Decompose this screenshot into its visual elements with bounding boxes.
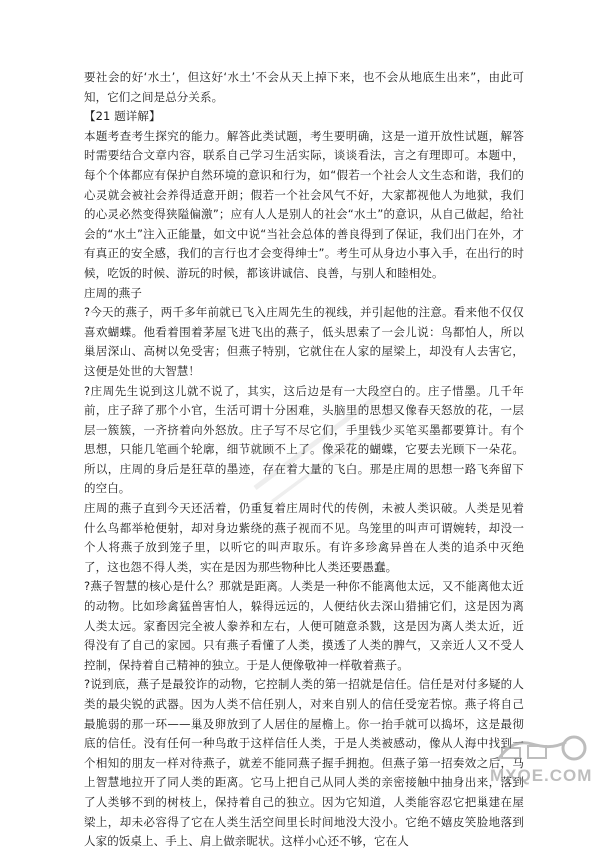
question-21-heading: 【21 题详解】 bbox=[84, 109, 161, 124]
site-watermark-logo bbox=[486, 734, 604, 786]
article-paragraph-4: ?燕子智慧的核心是什么？那就是距离。人类是一种你不能离他太远，又不能离他太近的动物。比如珍禽猛兽害怕人，躲得远远的，人便结伙去深山猎捕它们，这是因为离人类太远。家畜因完全被人豢养和左右，人便可随意杀戮，这是因为离人类太近，近得没有了自己的家园。只有燕子看懂了人类，摸透了人类的脾气，又亲近人又不受人控制，保持着自己精神的独立。于是人便像敬神一样敬着燕子。 bbox=[84, 579, 524, 672]
paragraph-21-explanation: 本题考查考生探究的能力。解答此类试题，考生要明确，这是一道开放性试题，解答时需要结合文章内容，联系自己学习生活实际，谈谈看法，言之有理即可。本题中，每个个体都应有保护自然环境的意识和行为，如“假若一个社会人文生态和谐，我们的心灵就会被社会养得适意开朗；假若一个社会风气不好，大家都视他人为地狱，我们的心灵必然变得狭隘偏激”；应有人人是别人的社会“水土”的意识，从自己做起，给社会的“水土”注入正能量，如文中说“当社会总体的善良得到了保证，我们出门在外，才有真正的安全感，我们的言行也才会变得绅士”。考生可从身边小事入手，在出行的时候，吃饭的时候、游玩的时候，都该讲诚信、良善，与别人和睦相处。 bbox=[84, 128, 524, 280]
article-title: 庄周的燕子 bbox=[84, 285, 142, 300]
article-paragraph-2: ?庄周先生说到这儿就不说了，其实，这后边是有一大段空白的。庄子惜墨。几千年前，庄子辞了那个小官，生活可谓十分困难，头脑里的思想又像春天怒放的花，一层层一簇簇，一齐挤着向外怒放。庄子写不尽它们，手里钱少买笔买墨都要算计。有个思想，只能几笔画个轮廓，细节就顾不上了。像采花的蝴蝶，它要去光顾下一朵花。所以，庄周的身后是狂草的墨迹，存在着大量的飞白。那是庄周的思想一路飞奔留下的空白。 bbox=[84, 383, 524, 496]
paragraph-intro-continuation: 要社会的好‘水土’，但这好‘水土’不会从天上掉下来，也不会从地底生出来”，由此可知，它们之间是总分关系。 bbox=[84, 70, 524, 104]
site-watermark-text: MXQE.COM bbox=[490, 766, 593, 785]
article-paragraph-5: ?说到底，燕子是最狡诈的动物，它控制人类的第一招就是信任。信任是对付多疑的人类的最尖锐的武器。因为人类不信任别人，对来自别人的信任受宠若惊。燕子将自己最脆弱的那一环——巢及卵放到了人居住的屋檐上。你一抬手就可以捣坏，这是最彻底的信任。没有任何一种鸟敢于这样信任人类，于是人类被感动，像从人海中找到一个相知的朋友一样对待燕子，就差不能同燕子握手拥抱。但燕子第一招奏效之后，马上智慧地拉开了同人类的距离。它马上把自己从同人类的亲密接触中抽身出来，落到了人类够不到的树枝上，保持着自己的独立。因为它知道，人类能容忍它把巢建在屋梁上，却未必容得了它在人类生活空间里长时间地没大没小。它绝不嬉皮笑脸地落到人家的饭桌上、手上、肩上做亲昵状。这样小心还不够，它在人 bbox=[84, 677, 524, 849]
article-paragraph-3: 庄周的燕子直到今天还活着，仍重复着庄周时代的传例，未被人类识破。人类是见着什么鸟都举枪便射，却对身边紫绕的燕子视而不见。鸟笼里的叫声可谓婉转，却没一个人将燕子放到笼子里，以听它的叫声取乐。有许多珍禽异兽在人类的追杀中灭绝了，这也怨不得人类，实在是因为那些物种比人类还要愚蠢。 bbox=[84, 501, 524, 574]
article-paragraph-1: ?今天的燕子，两千多年前就已飞入庄周先生的视线，并引起他的注意。看来他不仅仅喜欢蝴蝶。他看着围着茅屋飞进飞出的燕子，低头思索了一会儿说：鸟都怕人，所以巢居深山、高树以免受害；但燕子特别，它就住在人家的屋梁上，却没有人去害它，这便是处世的大智慧！ bbox=[84, 305, 524, 378]
document-body bbox=[84, 68, 524, 852]
answer-logo-icon bbox=[492, 734, 602, 766]
